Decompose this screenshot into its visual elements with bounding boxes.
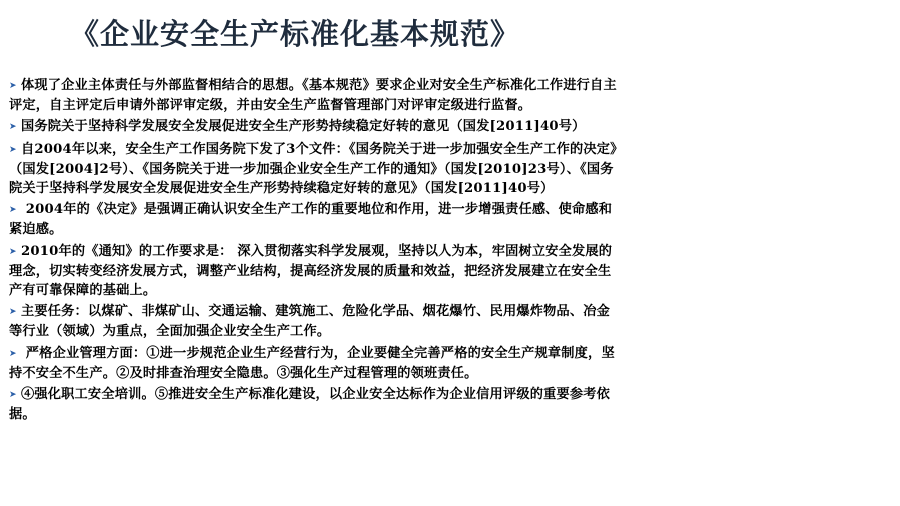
paragraph-text: 国务院关于坚持科学发展安全发展促进安全生产形势持续稳定好转的意见（国发[2011]40号）	[21, 119, 586, 135]
paragraph-7	[9, 344, 621, 383]
paragraph-2	[9, 117, 621, 137]
slide-content	[9, 76, 621, 426]
arrow-bullet-icon: ➤	[9, 307, 17, 318]
paragraph-3	[9, 140, 621, 199]
arrow-bullet-icon: ➤	[9, 390, 17, 401]
paragraph-text: 2010年的《通知》的工作要求是： 深入贯彻落实科学发展观，坚持以人为本，牢固树立安全发展的理念，切实转变经济发展方式，调整产业结构，提高经济发展的质量和效益，把经济发展建立在安全生产有可靠保障的基础上。	[9, 243, 613, 299]
paragraph-text: 主要任务：以煤矿、非煤矿山、交通运输、建筑施工、危险化学品、烟花爆竹、民用爆炸物品、冶金等行业（领域）为重点，全面加强企业安全生产工作。	[9, 304, 611, 340]
paragraph-8	[9, 385, 621, 424]
arrow-bullet-icon: ➤	[9, 81, 17, 91]
paragraph-text: ④强化职工安全培训。⑤推进安全生产标准化建设，以企业安全达标作为企业信用评级的重要参考依据。	[9, 387, 611, 423]
paragraph-1	[9, 76, 621, 115]
paragraph-text: 严格企业管理方面：①进一步规范企业生产经营行为，企业要健全完善严格的安全生产规章制度，坚持不安全不生产。②及时排查治理安全隐患。③强化生产过程管理的领班责任。	[9, 345, 615, 381]
arrow-bullet-icon: ➤	[9, 348, 17, 359]
arrow-bullet-icon: ➤	[9, 246, 17, 257]
paragraph-text: 2004年的《决定》是强调正确认识安全生产工作的重要地位和作用，进一步增强责任感、使命感和紧迫感。	[9, 202, 613, 238]
arrow-bullet-icon: ➤	[9, 144, 17, 155]
paragraph-text: 体现了企业主体责任与外部监督相结合的思想。《基本规范》要求企业对安全生产标准化工作进行自主评定，自主评定后申请外部评审定级，并由安全生产监督管理部门对评审定级进行监督。	[9, 78, 617, 114]
paragraph-6	[9, 302, 621, 341]
arrow-bullet-icon: ➤	[9, 122, 17, 133]
slide-title: 《企业安全生产标准化基本规范》	[70, 17, 521, 51]
arrow-bullet-icon: ➤	[9, 205, 17, 216]
paragraph-5	[9, 242, 621, 301]
paragraph-text: 自2004年以来，安全生产工作国务院下发了3个文件：《国务院关于进一步加强安全生产工作的决定》（国发[2004]2号）、《国务院关于进一步加强企业安全生产工作的通知》（国发[2010]23号）、《国务院关于坚持科学发展安全发展促进安全生产形势持续稳定好转的意见》（国发[2011]40号）	[9, 141, 617, 197]
paragraph-4	[9, 200, 621, 239]
